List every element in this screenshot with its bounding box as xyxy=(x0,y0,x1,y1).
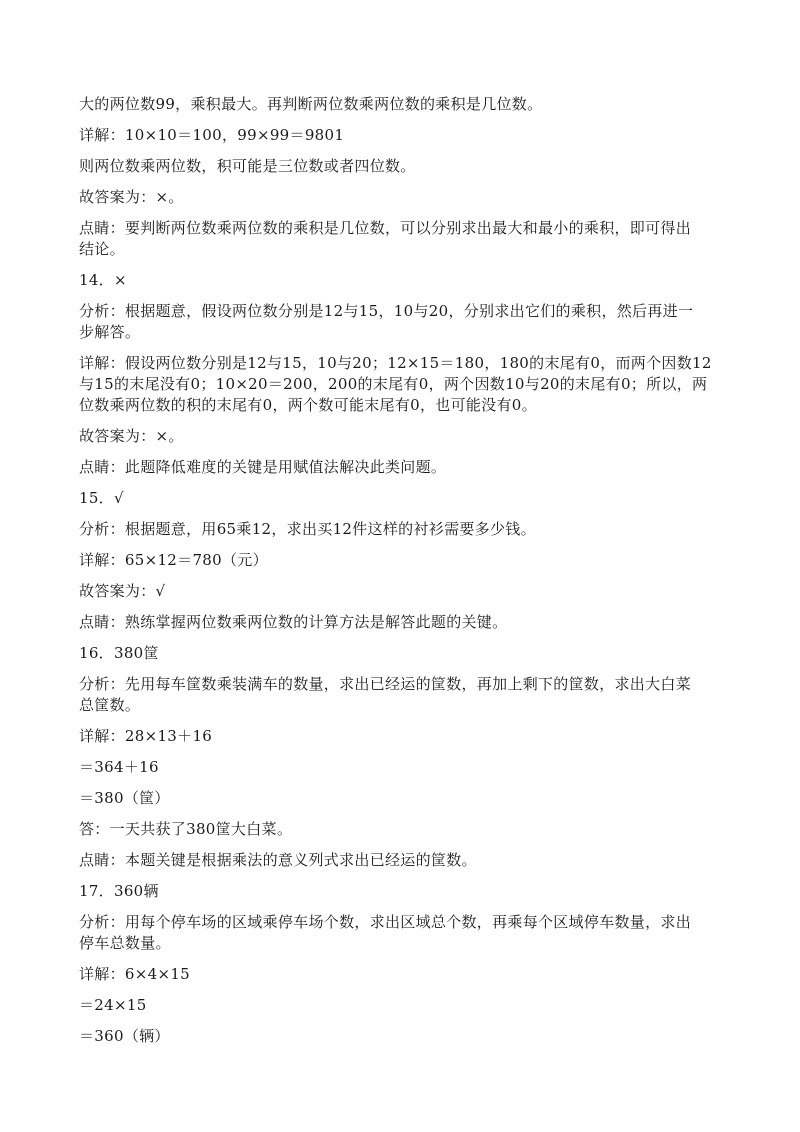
text-line: 点睛：要判断两位数乘两位数的乘积是几位数，可以分别求出最大和最小的乘积，即可得出 xyxy=(79,219,692,237)
text-line: 位数乘两位数的积的末尾有0，两个数可能末尾有0，也可能没有0。 xyxy=(79,396,537,414)
text-line: 详解：10×10＝100，99×99＝9801 xyxy=(79,126,345,144)
text-line: 结论。 xyxy=(79,240,125,258)
text-line: 分析：根据题意，假设两位数分别是12与15，10与20，分别求出它们的乘积，然后再进一 xyxy=(79,302,694,320)
text-line: 答：一天共获了380筐大白菜。 xyxy=(79,820,293,838)
text-line: 分析：根据题意，用65乘12，求出买12件这样的衬衫需要多少钱。 xyxy=(79,520,536,538)
text-line: 故答案为：×。 xyxy=(79,188,184,206)
text-line: 详解：65×12＝780（元） xyxy=(79,551,268,569)
text-line: ＝380（筐） xyxy=(79,789,170,807)
text-line: 大的两位数99，乘积最大。再判断两位数乘两位数的乘积是几位数。 xyxy=(79,95,543,113)
text-line: 点睛：本题关键是根据乘法的意义列式求出已经运的筐数。 xyxy=(79,851,477,869)
text-line: 详解：28×13＋16 xyxy=(79,727,213,745)
text-line: 则两位数乘两位数，积可能是三位数或者四位数。 xyxy=(79,157,416,175)
answer-text-body xyxy=(79,94,727,1057)
text-line: 停车总数量。 xyxy=(79,934,171,952)
question-number-14: 14．× xyxy=(79,271,127,289)
text-line: 点睛：熟练掌握两位数乘两位数的计算方法是解答此题的关键。 xyxy=(79,613,508,631)
text-line: 步解答。 xyxy=(79,323,141,341)
text-line: ＝364＋16 xyxy=(79,758,159,776)
text-line: 总筐数。 xyxy=(79,696,141,714)
question-number-15: 15．√ xyxy=(79,489,124,507)
text-line: ＝24×15 xyxy=(79,996,147,1014)
text-line: 分析：先用每车筐数乘装满车的数量，求出已经运的筐数，再加上剩下的筐数，求出大白菜 xyxy=(79,675,692,693)
question-number-16: 16．380筐 xyxy=(79,644,159,662)
text-line: 分析：用每个停车场的区域乘停车场个数，求出区域总个数，再乘每个区域停车数量，求出 xyxy=(79,913,692,931)
text-line: 点睛：此题降低难度的关键是用赋值法解决此类问题。 xyxy=(79,458,447,476)
text-line: 与15的末尾没有0；10×20＝200，200的末尾有0，两个因数10与20的末尾有0；所以，两 xyxy=(79,375,708,393)
text-line: 故答案为：√ xyxy=(79,582,166,600)
text-line: 详解：假设两位数分别是12与15，10与20；12×15＝180，180的末尾有0，而两个因数12 xyxy=(79,354,712,372)
text-line: ＝360（辆） xyxy=(79,1027,170,1045)
text-line: 详解：6×4×15 xyxy=(79,965,191,983)
text-line: 故答案为：×。 xyxy=(79,427,184,445)
question-number-17: 17．360辆 xyxy=(79,882,159,900)
